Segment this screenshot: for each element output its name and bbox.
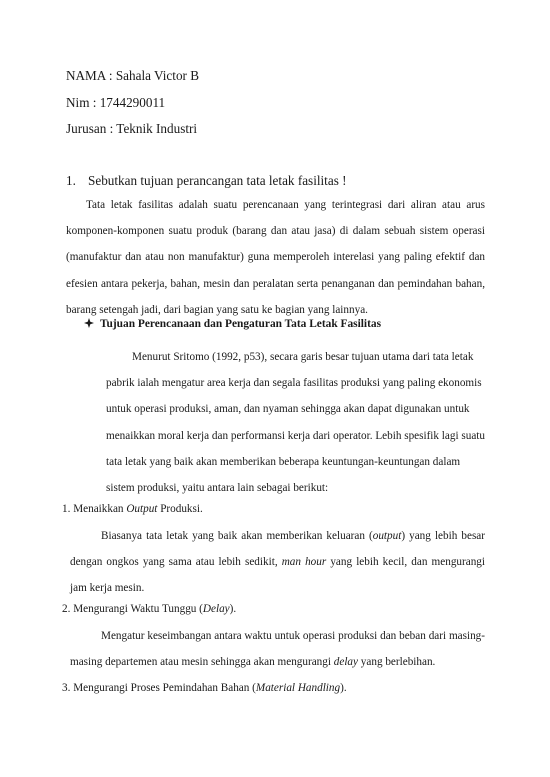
item-3-title: 3. Mengurangi Proses Pemindahan Bahan (Material Handling).: [62, 682, 347, 694]
intro-paragraph: Tata letak fasilitas adalah suatu perencanaan yang terintegrasi dari aliran atau arus komponen-komponen suatu produk (barang dan atau jasa) di dalam sebuah sistem operasi (manufaktur dan atau non manufaktur) guna memperoleh interelasi yang paling efektif dan efesien antara pekerja, bahan, mesin dan peralatan serta penanganan dan pemindahan bahan, barang setengah jadi, dari bagian yang satu ke bagian yang lainnya.: [66, 199, 485, 316]
student-nim: Nim : 1744290011: [66, 95, 166, 110]
section-heading: Tujuan Perencanaan dan Pengaturan Tata Letak Fasilitas: [100, 318, 382, 330]
student-name: NAMA : Sahala Victor B: [66, 68, 200, 83]
question-number: 1.: [66, 173, 76, 188]
student-major: Jurusan : Teknik Industri: [66, 121, 198, 136]
section-heading-row: [84, 318, 381, 330]
item-2-body: Mengatur keseimbangan antara waktu untuk operasi produksi dan beban dari masing-masing departemen atau mesin sehingga akan mengurangi delay yang berlebihan.: [70, 630, 485, 669]
question-heading: [66, 173, 347, 189]
question-text: Sebutkan tujuan perancangan tata letak fasilitas !: [88, 173, 347, 188]
item-1-body: Biasanya tata letak yang baik akan memberikan keluaran (output) yang lebih besar dengan ongkos yang sama atau lebih sedikit, man hour yang lebih kecil, dan mengurangi jam kerja mesin.: [70, 530, 485, 595]
section-paragraph: Menurut Sritomo (1992, p53), secara garis besar tujuan utama dari tata letak pabrik ialah mengatur area kerja dan segala fasilitas produksi yang paling ekonomis untuk operasi produksi, aman, dan nyaman sehingga akan dapat digunakan untuk menaikkan moral kerja dan performansi kerja dari operator. Lebih spesifik lagi suatu tata letak yang baik akan memberikan beberapa keuntungan-keuntungan dalam sistem produksi, yaitu antara lain sebagai berikut:: [106, 351, 485, 495]
diamond-bullet-icon: [84, 318, 100, 330]
item-2-title: 2. Mengurangi Waktu Tunggu (Delay).: [62, 603, 237, 615]
item-1-title: 1. Menaikkan Output Produksi.: [62, 503, 203, 515]
